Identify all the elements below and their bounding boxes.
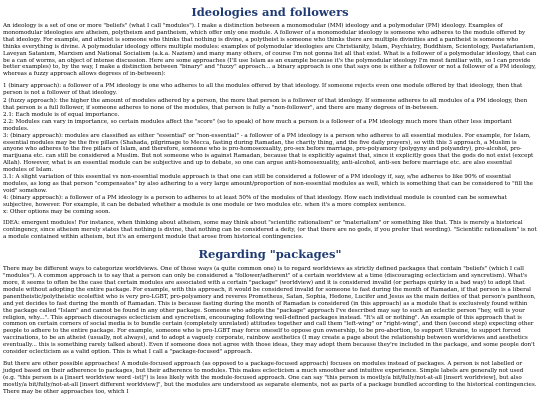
approach-2: 2 (fuzzy approach): the higher the amount of modules adhered by a person, the more that person is a follower of that ideology. If someone adheres to all modules of a PM ideology, then that person is a full follower, if someone adheres to none of the modules, that person is fully a "non-follower", and there are many degrees of in-between.: [3, 98, 528, 111]
idea-paragraph: IDEA: emergent modules! For instance, when thinking about atheism, some may think about "scientific rationalism" or "materialism" or something like that. This is merely a historical contingency, since atheism merely states that nothing is divine, that nothing can be considered a deity, (or that there are no gods, if you prefer that wording). "Scientific rationalism" is not a module contained within atheism, but it's an emergent module that arose from historical contingencies.: [3, 220, 537, 241]
approach-3: 3: (binary approach): modules are classified as either "essential" or "non-essential" - a follower of a PM ideology is a person who adheres to all essential modules. For example, for Islam, essential modules may be the five pillars (Shahada, pilgrimage to Mecca, fasting during Ramadan, the charity thing, and the five daily prayers), so with this 3 approach, a Muslim is anyone who adheres to the five pillars of Islam, and therefore, someone who is pro-homosexuality, pro-sex before marriage, pro-polyamory (polygyny and polyandry), pro-alcohol, pro-marijuana etc. can still be considered a Muslim. But not someone who is against Ramadan, because that is explicitly against that, since it explicitly goes that the gods do not exist (except Allah). However, what is an essential module can be subjective and up to debate, so one can argue anti-homosexuality, anti-alcohol, anti-sex before marriage etc. are also essential modules of Islam.: [3, 132, 534, 174]
approach-2-2: 2.2: Modules can vary in importance, so certain modules affect the "score" (so to speak) of how much a person is a follower of a PM ideology much more than other less important modules.: [3, 118, 512, 132]
section-heading-ideologies: Ideologies and followers: [191, 5, 349, 19]
approach-4: 4: (binary approach): a follower of a PM ideology is a person to adheres to at least 50% of the modules of that ideology. How each individual module is counted can be somewhat subjective, however. For example, it can be debated whether a module is one module or two modules etc. when it's a more complex sentence.: [3, 194, 507, 208]
approach-1: 1 (binary approach): a follower of a PM ideology is one who adheres to all the modules offered by that ideology. If someone rejects even one module offered by that ideology, then that person is not a follower of that ideology.: [3, 83, 523, 97]
packages-paragraph-2: But there are other possible approaches! A module-focused approach (as opposed to a package-focused approach) focuses on modules instead of packages. A person is not labelled or judged based on their adherence to packages, but their adherence to modules. This makes eclecticism a much smoother and intuitive experience. Simple labels are generally not used (e.g. "this person is a [insert worldview word -ist]") is less likely with the module-focused approach. One can say "this person is mostly/a bit/fully/not-at-all [insert worldview], but also mostly/a bit/fully/not-at-all [insert different worldview]", but the modules are understood as separate elements, not as parts of a package bundled according to the historical contingencies. There may be other approaches too, which I: [3, 360, 537, 395]
approach-2-1: 2.1: Each module is of equal importance.: [3, 111, 120, 118]
section-heading-packages: Regarding "packages": [198, 247, 342, 262]
packages-paragraph-1: There may be different ways to categorize worldviews. One of those ways (a quite common one) is to regard worldviews as strictly defined packages that contain "beliefs" (which I call "modules"). A common approach is to say that a person can only be considered a "follower/adherent" of a certain worldview at a time (discouraging eclecticism and syncretism). What's more, it seems to often be the case that certain modules are associated with a certain "package" (worldview) and it is considered invalid (or perhaps quirky in a bad way) to adopt that module without adopting the entire package. For example, with this approach, it would be considered invalid for someone to fast during the month of Ramadan, if that person is a liberal panentheistic/polytheistic ecoleftist who is very pro-LGBT, pro-polyamory and reveres Prometheus, Satan, Sophia, Hedone, Lucifer and Jesus as the main deities of that person's pantheon, and yet decides to fast during the month of Ramadan. This is because fasting during the month of Ramadan is considered (in this approach) as a module that is exclusively found within the package called "Islam" and cannot be found in any other package. Someone who adopts the "package" approach I've described may say to such an eclectic person "hey, will is your religion, why...". This approach discourages eclecticism and syncretism, encouraging following well-defined packages instead. "It's all or nothing". An example of this approach that is common on certain corners of social media is to bundle certain (completely unrelated) attitudes together and call them "left-wing" or "right-wing", and then (second step) expecting other people to adhere to the entire package. For example, someone who is pro-LGBT may force oneself to oppose gun ownership, to be pro-abortion, to support Ukraine, to support forced vaccinations, to be an atheist (usually, not always), and to adopt a vaguely corporate, rainbow aesthetics (I may create a page about the relationship between worldviews and aesthetics eventually... this is something rarely talked about). Even if someone does not agree with those ideas, they may adopt them because they're included in the package, and some people don't consider eclecticism as a valid option. This is what I call a "package-focused" approach.: [3, 266, 536, 356]
intro-paragraph: An ideology is a set of one or more "beliefs" (what I call "modules"). I make a distinction between a monomodular (MM) ideology and a polymodular (PM) ideology. Examples of monomodular ideologies are atheism, polytheism and pantheism, which offer only one module. A follower of a monomodular ideology is someone who adheres to the module offered by that ideology. For example, and atheist is someone who thinks that nothing is divine, a polytheist is someone who thinks there are multiple divinities and a pantheist is someone who thinks everything is divine. A polymodular ideology offers multiple modules: examples of polymodular ideologies are Christianity, Islam, Psychiatry, Buddhism, Scientology, Pastafarianism, Laveyan Satanism, Marxism and National Socialism (a.k.a. Nazism) and many many others, of course I'm not gonna list all that exist. What is a follower of a polymodular ideology, that can be a can of worms, an object of intense discussion. Here are some approaches (I'll use Islam as an example because it's the polymodular ideology I'm most familiar with, so I can provide better examples) to, by the way, I make a distinction between "binary" and "fuzzy" approach... a binary approach is one that says one is either a follower or not a follower of a PM ideology, whereas a fuzzy approach allows degrees of in-between):: [3, 23, 537, 78]
approach-x: x: Other options may be coming soon.: [3, 208, 111, 215]
approach-3-1: 3.1: A slight variation of this essential vs non-essential module approach is that one can still be considered a follower of a PM ideology if, say, s/he adheres to like 90% of essential modules, as long as that person "compensates" by also adhering to a very large amount/proportion of non-essential modules as well, which is something that can be considered to "fill the void" somehow.: [3, 174, 533, 194]
